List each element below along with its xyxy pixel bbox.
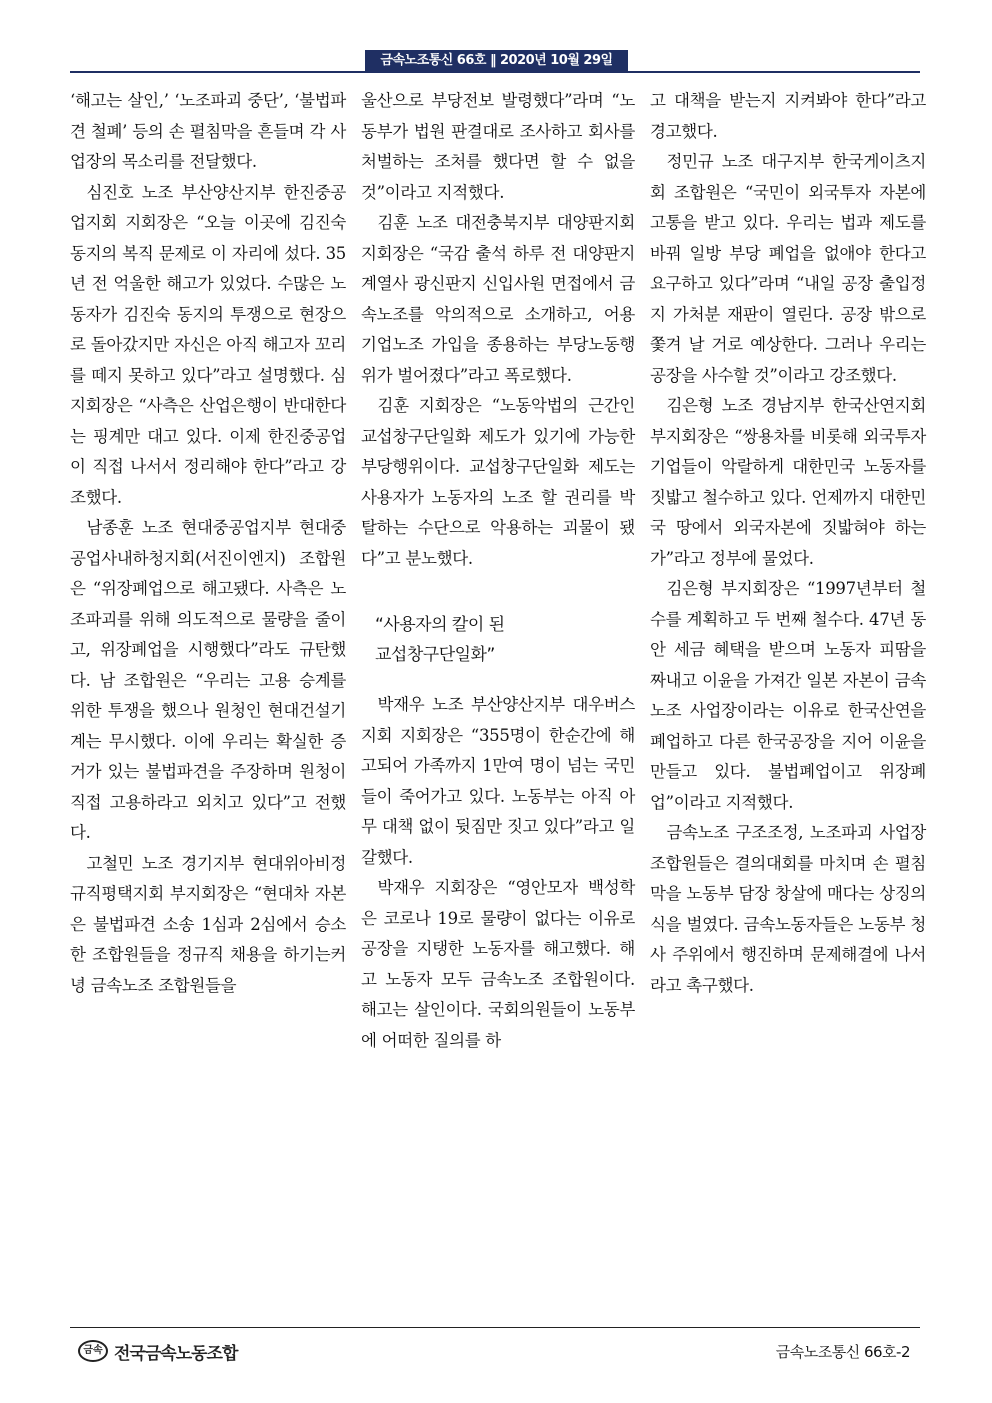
footer-rule	[70, 1327, 920, 1328]
article-column-3	[650, 86, 926, 1001]
article-paragraph: 김은형 부지회장은 “1997년부터 철수를 계획하고 두 번째 철수다. 47년 동안 세금 혜택을 받으며 노동자 피땀을 짜내고 이윤을 가져간 일본 자본이 금속노조 사업장이라는 이유로 한국산연을 폐업하고 다른 한국공장을 지어 이윤을 만들고 있다. 불법폐업이고 위장폐업”이라고 지적했다.	[650, 579, 926, 812]
page-number: 금속노조통신 66호-2	[775, 1343, 910, 1361]
article-paragraph: 김훈 지회장은 “노동악법의 근간인 교섭창구단일화 제도가 있기에 가능한 부당행위이다. 교섭창구단일화 제도는 사용자가 노동자의 노조 할 권리를 박탈하는 수단으로 악용하는 괴물이 됐다”고 분노했다.	[361, 396, 635, 568]
header-rule	[70, 71, 920, 73]
article-paragraph: 금속노조 구조조정, 노조파괴 사업장 조합원들은 결의대회를 마치며 손 펼침막을 노동부 담장 창살에 매다는 상징의식을 벌였다. 금속노동자들은 노동부 청사 주위에서 행진하며 문제해결에 나서라고 촉구했다.	[650, 823, 926, 995]
article-paragraph: 김은형 노조 경남지부 한국산연지회 부지회장은 “쌍용차를 비롯해 외국투자 기업들이 악랄하게 대한민국 노동자를 짓밟고 철수하고 있다. 언제까지 대한민국 땅에서 외국자본에 짓밟혀야 하는가”라고 정부에 물었다.	[650, 396, 926, 568]
article-paragraph: 김훈 노조 대전충북지부 대양판지회 지회장은 “국감 출석 하루 전 대양판지 계열사 광신판지 신입사원 면접에서 금속노조를 악의적으로 소개하고, 어용 기업노조 가입을 종용하는 부당노동행위가 벌어졌다”라고 폭로했다.	[361, 213, 635, 385]
article-paragraph: 정민규 노조 대구지부 한국게이츠지회 조합원은 “국민이 외국투자 자본에 고통을 받고 있다. 우리는 법과 제도를 바꿔 일방 부당 폐업을 없애야 한다고 요구하고 있다”라며 “내일 공장 출입정지 가처분 재판이 열린다. 공장 밖으로 쫓겨 날 거로 예상한다. 그러나 우리는 공장을 사수할 것”이라고 강조했다.	[650, 152, 926, 385]
union-emblem-icon: 금속	[78, 1340, 108, 1362]
article-paragraph: 고철민 노조 경기지부 현대위아비정규직평택지회 부지회장은 “현대차 자본은 불법파견 소송 1심과 2심에서 승소한 조합원들을 정규직 채용을 하기는커녕 금속노조 조합원들을	[70, 853, 346, 995]
article-paragraph: 심진호 노조 부산양산지부 한진중공업지회 지회장은 “오늘 이곳에 김진숙 동지의 복직 문제로 이 자리에 섰다. 35년 전 억울한 해고가 있었다. 수많은 노동자가 김진숙 동지의 투쟁으로 현장으로 돌아갔지만 자신은 아직 해고자 꼬리를 떼지 못하고 있다”라고 설명했다. 심 지회장은 “사측은 산업은행이 반대한다는 핑계만 대고 있다. 이제 한진중공업이 직접 나서서 정리해야 한다”라고 강조했다.	[70, 182, 346, 507]
section-subheading	[375, 610, 635, 670]
article-paragraph: 남종훈 노조 현대중공업지부 현대중공업사내하청지회(서진이엔지) 조합원은 “위장폐업으로 해고됐다. 사측은 노조파괴를 위해 의도적으로 물량을 줄이고, 위장폐업을 시행했다”라도 규탄했다. 남 조합원은 “우리는 고용 승계를 위한 투쟁을 했으나 원청인 현대건설기계는 무시했다. 이에 우리는 확실한 증거가 있는 불법파견을 주장하며 원청이 직접 고용하라고 외치고 있다”고 전했다.	[70, 518, 346, 842]
article-paragraph: 박재우 지회장은 “영안모자 백성학은 코로나 19로 물량이 없다는 이유로 공장을 지탱한 노동자를 해고했다. 해고 노동자 모두 금속노조 조합원이다. 해고는 살인이다. 국회의원들이 노동부에 어떠한 질의를 하	[361, 878, 635, 1050]
union-name: 전국금속노동조합	[114, 1343, 238, 1364]
article-paragraph: ‘해고는 살인,’ ‘노조파괴 중단’, ‘불법파견 철폐’ 등의 손 펼침막을 흔들며 각 사업장의 목소리를 전달했다.	[70, 91, 346, 171]
article-column-1	[70, 86, 346, 1001]
subheading-line: 교섭창구단일화”	[375, 645, 495, 665]
article-paragraph: 박재우 노조 부산양산지부 대우버스지회 지회장은 “355명이 한순간에 해고되어 가족까지 1만여 명이 넘는 국민들이 죽어가고 있다. 노동부는 아직 아무 대책 없이 뒷짐만 짓고 있다”라고 일갈했다.	[361, 695, 635, 867]
article-column-2	[361, 86, 635, 1056]
subheading-line: “사용자의 칼이 된	[375, 615, 505, 635]
union-logo	[78, 1338, 237, 1364]
article-paragraph: 고 대책을 받는지 지켜봐야 한다”라고 경고했다.	[650, 91, 926, 141]
issue-header: 금속노조통신 66호 ‖ 2020년 10월 29일	[365, 50, 628, 72]
article-paragraph: 울산으로 부당전보 발령했다”라며 “노동부가 법원 판결대로 조사하고 회사를 처벌하는 조처를 했다면 할 수 없을 것”이라고 지적했다.	[361, 91, 635, 202]
